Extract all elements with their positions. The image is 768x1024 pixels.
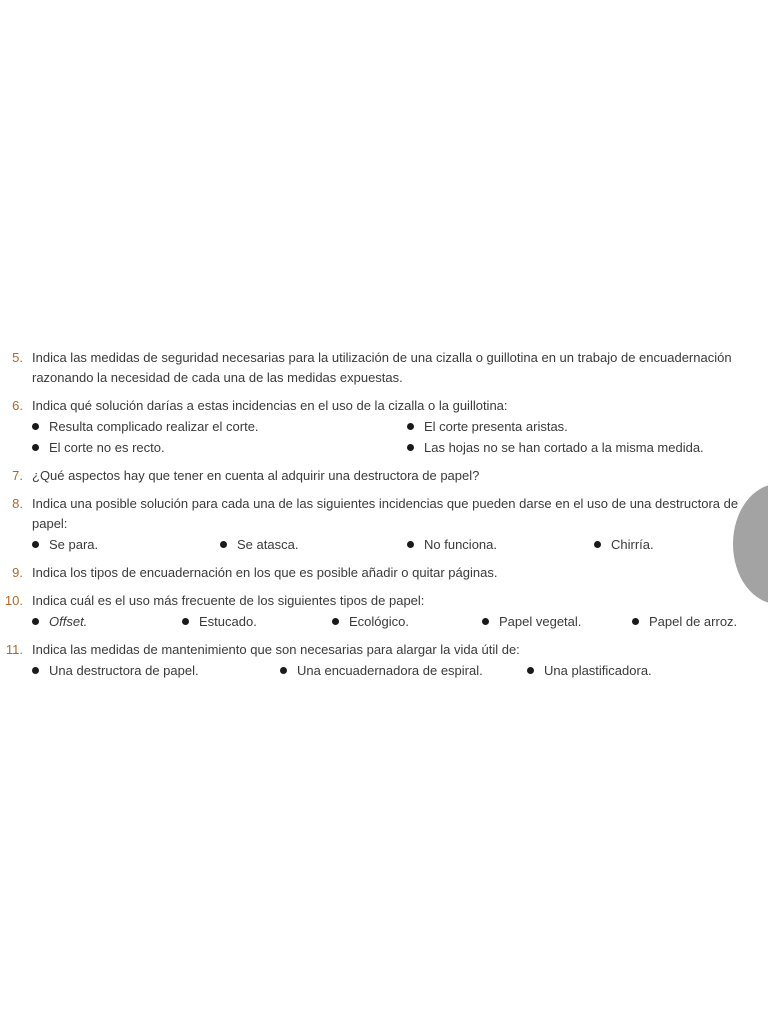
exercise-7 [0, 466, 760, 486]
exercise-number: 6. [12, 398, 23, 413]
list-item [220, 534, 298, 555]
option-text: Estucado. [199, 614, 257, 629]
list-item [482, 611, 581, 632]
option-text: Ecológico. [349, 614, 409, 629]
exercise-number: 8. [12, 496, 23, 511]
bullet-icon [32, 618, 39, 625]
exercise-6 [0, 396, 760, 458]
option-text: El corte presenta aristas. [424, 419, 568, 434]
list-item [527, 660, 652, 681]
list-item [280, 660, 483, 681]
list-item [32, 416, 259, 437]
option-text: Papel de arroz. [649, 614, 738, 629]
option-list [32, 416, 760, 458]
exercise-number: 10. [4, 593, 23, 608]
exercise-10 [0, 591, 760, 632]
exercise-text: ¿Qué aspectos hay que tener en cuenta al adquirir una destructora de papel? [32, 468, 480, 483]
bullet-icon [32, 667, 39, 674]
exercise-list [0, 348, 760, 689]
list-item [32, 437, 165, 458]
exercise-text: Indica qué solución darías a estas incidencias en el uso de la cizalla o la guillotina: [32, 398, 508, 413]
list-item [32, 611, 87, 632]
bullet-icon [632, 618, 639, 625]
option-text: Se atasca. [237, 537, 299, 552]
exercise-text: Indica cuál es el uso más frecuente de los siguientes tipos de papel: [32, 593, 425, 608]
bullet-icon [32, 423, 39, 430]
bullet-icon [280, 667, 287, 674]
option-text: Papel vegetal. [499, 614, 582, 629]
list-item [32, 534, 98, 555]
exercise-11 [0, 640, 760, 681]
bullet-icon [32, 444, 39, 451]
option-text: Chirría. [611, 537, 654, 552]
option-list [32, 534, 760, 555]
bullet-icon [332, 618, 339, 625]
list-item [632, 611, 737, 632]
exercise-number: 5. [12, 350, 23, 365]
exercise-text: Indica las medidas de mantenimiento que son necesarias para alargar la vida útil de: [32, 642, 520, 657]
option-text: No funciona. [424, 537, 497, 552]
list-item [594, 534, 654, 555]
exercise-8 [0, 494, 760, 555]
exercise-text: Indica una posible solución para cada una de las siguientes incidencias que pueden darse en el uso de una destructora de papel: [32, 496, 739, 531]
exercise-5 [0, 348, 760, 388]
bullet-icon [594, 541, 601, 548]
exercise-number: 7. [12, 468, 23, 483]
list-item [32, 660, 199, 681]
option-text: Una destructora de papel. [49, 663, 199, 678]
exercise-number: 11. [5, 642, 23, 657]
option-list [32, 660, 760, 681]
bullet-icon [407, 444, 414, 451]
bullet-icon [407, 423, 414, 430]
bullet-icon [527, 667, 534, 674]
option-list [32, 611, 760, 632]
option-text: Offset. [49, 614, 88, 629]
exercise-text: Indica los tipos de encuadernación en los que es posible añadir o quitar páginas. [32, 565, 498, 580]
option-text: Resulta complicado realizar el corte. [49, 419, 259, 434]
exercise-text: Indica las medidas de seguridad necesarias para la utilización de una cizalla o guillotina en un trabajo de encuadernación razonando la necesidad de cada una de las medidas expuestas. [32, 350, 732, 385]
list-item [407, 437, 704, 458]
list-item [332, 611, 409, 632]
bullet-icon [32, 541, 39, 548]
exercise-9 [0, 563, 760, 583]
exercise-number: 9. [12, 565, 23, 580]
list-item [182, 611, 257, 632]
bullet-icon [182, 618, 189, 625]
list-item [407, 416, 568, 437]
list-item [407, 534, 497, 555]
option-text: Se para. [49, 537, 99, 552]
option-text: Las hojas no se han cortado a la misma medida. [424, 440, 704, 455]
bullet-icon [482, 618, 489, 625]
option-text: El corte no es recto. [49, 440, 165, 455]
bullet-icon [220, 541, 227, 548]
option-text: Una plastificadora. [544, 663, 652, 678]
option-text: Una encuadernadora de espiral. [297, 663, 483, 678]
bullet-icon [407, 541, 414, 548]
